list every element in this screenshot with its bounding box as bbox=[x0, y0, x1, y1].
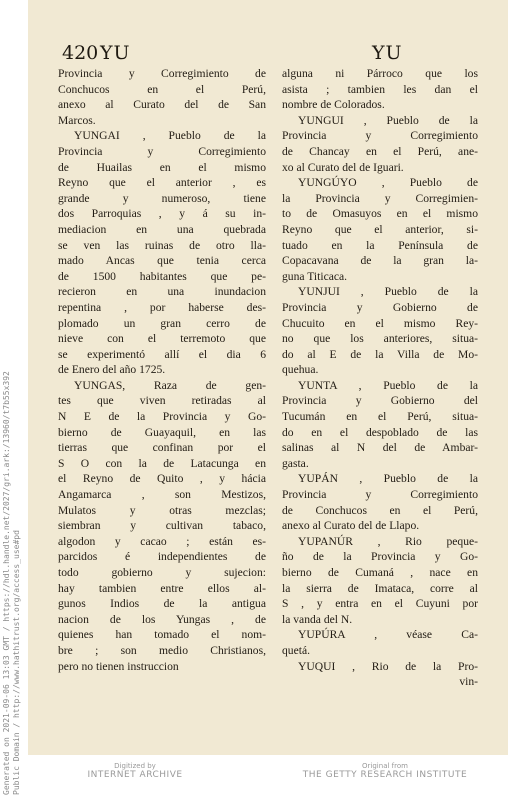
sidebar-generated-line: Generated on 2021-09-06 13:03 GMT / https://hdl.handle.net/2027/gri.ark:/13960/t7b55x392 bbox=[2, 371, 11, 795]
text-line: YUNGAS, Raza de gen- bbox=[74, 378, 266, 392]
text-line: tuado en la Península de bbox=[282, 238, 478, 252]
text-line: YUNGÚYO , Pueblo de bbox=[298, 176, 478, 190]
text-line: pero no tienen instruccion bbox=[58, 659, 179, 673]
text-line: do al E de la Villa de Mo- bbox=[282, 347, 478, 361]
left-column bbox=[58, 66, 266, 674]
text-line: de Huailas en el mismo bbox=[58, 160, 266, 174]
text-line: anexo al Curato del de San bbox=[58, 98, 266, 112]
digitized-by-label: Digitized by bbox=[114, 762, 156, 770]
text-line: plomado un gran cerro de bbox=[58, 316, 266, 330]
text-line: siembran y cultivan tabaco, bbox=[58, 519, 266, 533]
text-line: repentina , por haberse des- bbox=[58, 300, 266, 314]
scan-footer bbox=[0, 762, 511, 800]
text-line: S O con la de Latacunga en bbox=[58, 456, 266, 470]
text-line: nacion de los Yungas , de bbox=[58, 612, 266, 626]
text-line: bierno de Guayaquil, en las bbox=[58, 425, 266, 439]
text-line: recieron en una inundacion bbox=[58, 285, 266, 299]
original-from-label: Original from bbox=[362, 762, 408, 770]
text-line: YUPÁN , Pueblo de la bbox=[298, 472, 478, 486]
text-line: Provincia y Gobierno de bbox=[282, 300, 478, 314]
text-line: ño de la Provincia y Go- bbox=[282, 550, 478, 564]
text-line: Copacavana de la gran la- bbox=[282, 254, 478, 268]
original-from-credit bbox=[300, 762, 470, 780]
right-column bbox=[282, 66, 478, 690]
text-line: tierras que confinan por el bbox=[58, 441, 266, 455]
text-line: YUPANÚR , Rio peque- bbox=[298, 534, 478, 548]
text-line: la vanda del N. bbox=[282, 612, 353, 626]
digitized-by-credit bbox=[70, 762, 200, 780]
running-head-left: YU bbox=[100, 42, 131, 64]
text-line: algodon y cacao ; están es- bbox=[58, 534, 266, 548]
text-line: no que los anteriores, situa- bbox=[282, 332, 478, 346]
text-line: dos Parroquias , y á su in- bbox=[58, 207, 266, 221]
text-line: gunos Indios de la antigua bbox=[58, 597, 266, 611]
text-line: quetá. bbox=[282, 643, 311, 657]
text-line: el Reyno de Quito , y hácia bbox=[58, 472, 266, 486]
text-line: N E de la Provincia y Go- bbox=[58, 410, 266, 424]
text-line: Reyno que el anterior, si- bbox=[282, 222, 478, 236]
text-line: de Conchucos en el Perú, bbox=[282, 503, 478, 517]
text-line: Angamarca , son Mestizos, bbox=[58, 488, 266, 502]
text-line: Provincia y Corregimiento bbox=[282, 488, 478, 502]
text-line: grande y numeroso, tiene bbox=[58, 191, 266, 205]
text-line: YUNGAI , Pueblo de la bbox=[74, 129, 266, 143]
text-line: parcidos é independientes de bbox=[58, 550, 266, 564]
text-line: quienes han tomado el nom- bbox=[58, 628, 266, 642]
text-line: Conchucos en el Perú, bbox=[58, 82, 266, 96]
running-head-right: YU bbox=[372, 42, 403, 64]
text-line: Marcos. bbox=[58, 113, 96, 127]
text-line: bierno de Cumaná , nace en bbox=[282, 566, 478, 579]
sidebar-license-line: Public Domain / http://www.hathitrust.org/access_use#pd bbox=[12, 530, 21, 795]
text-line: se ven las ruinas de otro lla- bbox=[58, 238, 266, 252]
page-number: 420 bbox=[62, 42, 99, 64]
text-line: alguna ni Párroco que los bbox=[282, 67, 478, 80]
text-line: nombre de Colorados. bbox=[282, 98, 385, 112]
text-line: YUNGUI , Pueblo de la bbox=[298, 113, 478, 127]
text-line: nieve con el terremoto que bbox=[58, 332, 266, 346]
text-line: mado Ancas que tenia cerca bbox=[58, 254, 266, 268]
text-line: asista ; tambien les dan el bbox=[282, 82, 478, 96]
text-line: de 1500 habitantes que pe- bbox=[58, 269, 266, 283]
text-line: quehua. bbox=[282, 363, 319, 377]
text-line: se experimentó allí el dia 6 bbox=[58, 347, 266, 361]
text-line: Provincia y Corregimiento bbox=[282, 129, 478, 143]
text-line: vin- bbox=[459, 675, 478, 689]
text-line: YUQUI , Rio de la Pro- bbox=[298, 659, 478, 673]
text-line: anexo al Curato del de Llapo. bbox=[282, 519, 420, 533]
text-line: la Provincia y Corregimien- bbox=[282, 191, 478, 205]
text-line: salinas al N del de Ambar- bbox=[282, 441, 478, 455]
text-line: to de Omasuyos en el mismo bbox=[282, 207, 478, 221]
text-line: tes que viven retiradas al bbox=[58, 394, 266, 408]
text-line: Provincia y Gobierno del bbox=[282, 394, 478, 408]
internet-archive-label: INTERNET ARCHIVE bbox=[87, 770, 183, 780]
text-line: Reyno que el anterior , es bbox=[58, 176, 266, 190]
hathitrust-sidebar bbox=[2, 290, 24, 795]
text-line: de Chancay en el Perú, ane- bbox=[282, 144, 478, 158]
text-line: YUNJUI , Pueblo de la bbox=[298, 285, 478, 299]
text-line: la sierra de Imataca, corre al bbox=[282, 581, 478, 595]
text-line: Provincia y Corregimiento de bbox=[58, 67, 266, 80]
text-line: do en el despoblado de las bbox=[282, 425, 478, 439]
text-line: Mulatos y otras mezclas; bbox=[58, 503, 266, 517]
text-line: YUPÚRA , véase Ca- bbox=[298, 628, 478, 642]
text-line: bre ; son medio Christianos, bbox=[58, 643, 266, 657]
text-line: de Enero del año 1725. bbox=[58, 363, 166, 377]
text-line: Provincia y Corregimiento bbox=[58, 144, 266, 158]
page-header bbox=[62, 42, 489, 66]
getty-label: THE GETTY RESEARCH INSTITUTE bbox=[302, 770, 468, 780]
text-line: xo al Curato del de Iguari. bbox=[282, 160, 404, 174]
text-line: Tucumán en el Perú, situa- bbox=[282, 410, 478, 424]
text-line: YUNTA , Pueblo de la bbox=[298, 378, 478, 392]
text-line: gasta. bbox=[282, 456, 309, 470]
text-line: todo gobierno y sujecion: bbox=[58, 566, 266, 579]
text-line: hay tambien entre ellos al- bbox=[58, 581, 266, 595]
text-line: guna Titicaca. bbox=[282, 269, 348, 283]
text-line: Chucuito en el mismo Rey- bbox=[282, 316, 478, 330]
text-line: mediacion en una quebrada bbox=[58, 222, 266, 236]
text-line: S , y entra en el Cuyuni por bbox=[282, 597, 478, 611]
